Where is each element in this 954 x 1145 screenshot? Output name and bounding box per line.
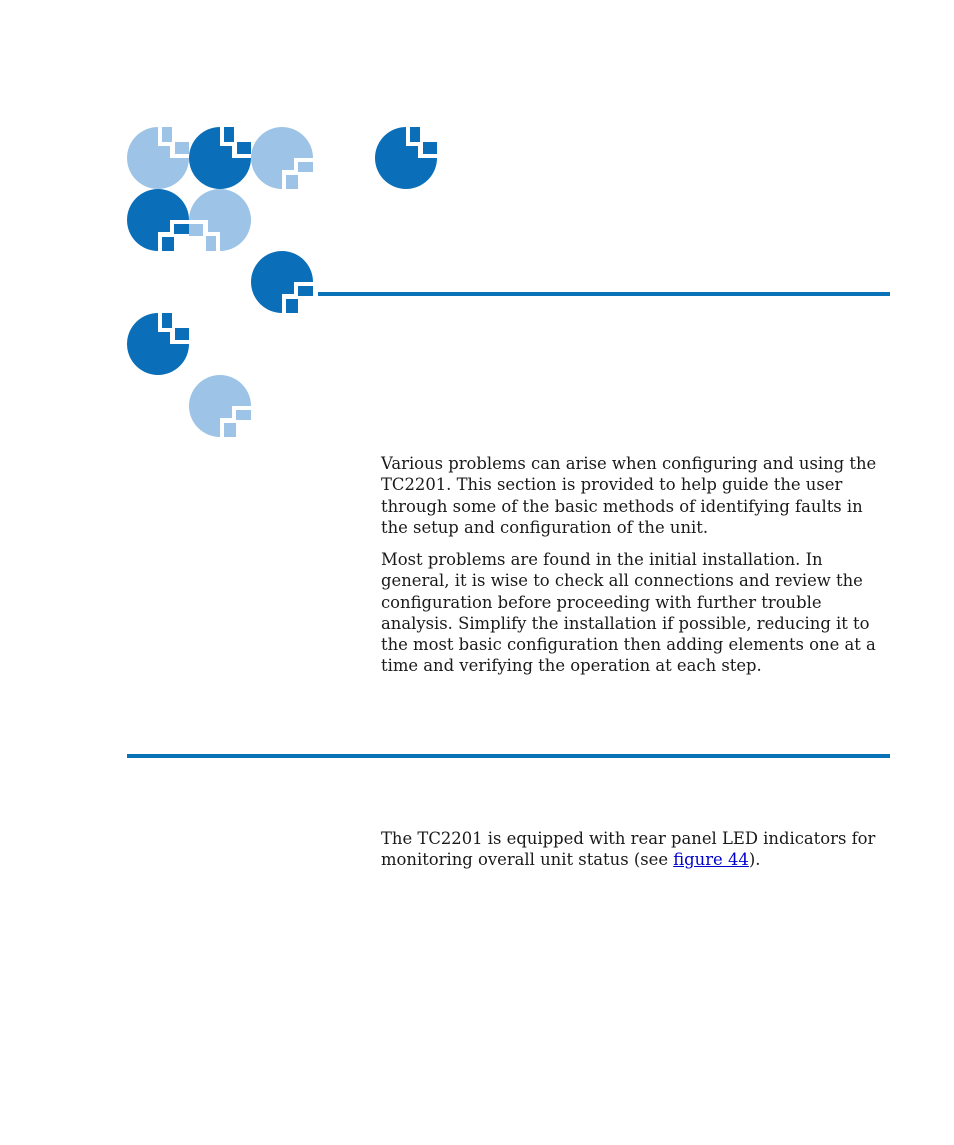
- logo-mark-8: [189, 375, 251, 437]
- logo-mark-5: [189, 189, 251, 251]
- installation-paragraph: Most problems are found in the initial installation. In general, it is wise to check all connections and review the configuration before proceeding with further trouble analysis. Simplify the installation if possible, reducing it to the most basic configuration then adding elements one at a time and verifying the operation at each step.: [381, 550, 876, 676]
- logo-mark-4: [127, 189, 189, 251]
- section-rule: [127, 754, 890, 758]
- logo-mark-3: [251, 127, 313, 189]
- chapter-title-rule: [318, 292, 890, 296]
- quantum-logo-icon: [0, 0, 954, 460]
- figure-44-link[interactable]: figure 44: [673, 850, 749, 870]
- intro-paragraph: Various problems can arise when configuring and using the TC2201. This section is provided to help guide the user through some of the basic methods of identifying faults in the setup and configuration of the unit.: [381, 454, 877, 537]
- led-text-start: The TC2201 is equipped with rear panel LED indicators for monitoring overall unit status (see: [381, 829, 876, 870]
- led-text-end: ).: [748, 850, 761, 870]
- logo-mark-1: [127, 127, 189, 189]
- led-indicators-paragraph: [381, 828, 893, 871]
- logo-mark-9: [375, 127, 437, 189]
- logo-mark-2: [189, 127, 251, 189]
- logo-mark-6: [251, 251, 313, 313]
- logo-mark-7: [127, 313, 189, 375]
